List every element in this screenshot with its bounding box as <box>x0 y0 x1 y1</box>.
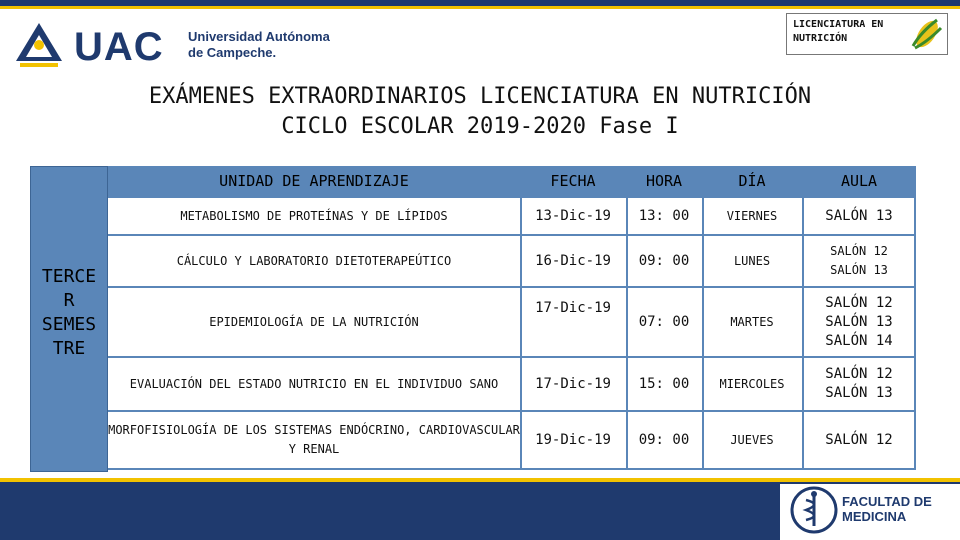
column-divider <box>520 166 522 470</box>
row-divider <box>108 286 916 288</box>
column-divider <box>802 166 804 470</box>
caduceus-icon <box>790 486 838 534</box>
logo-text: UAC <box>74 25 164 69</box>
row-4-aula: SALÓN 12 SALÓN 13 <box>825 366 893 401</box>
row-2-hora: 09: 00 <box>638 252 690 269</box>
row-1-unidad: METABOLISMO DE PROTEÍNAS Y DE LÍPIDOS <box>180 208 448 223</box>
header-unidad: UNIDAD DE APRENDIZAJE <box>219 172 409 190</box>
faculty-line-1: FACULTAD DE <box>842 494 932 509</box>
row-4-dia: MIERCOLES <box>719 376 785 391</box>
row-3-fecha: 17-Dic-19 <box>535 299 611 316</box>
row-divider <box>108 234 916 236</box>
row-5-dia: JUEVES <box>730 432 774 447</box>
header-fecha: FECHA <box>550 172 596 190</box>
row-5-fecha: 19-Dic-19 <box>535 431 611 448</box>
row-1-hora: 13: 00 <box>638 207 690 224</box>
badge-line-1: LICENCIATURA EN <box>793 19 884 30</box>
faculty-line-2: MEDICINA <box>842 509 907 524</box>
page-title <box>0 82 960 142</box>
faculty-name <box>842 494 932 524</box>
footer-accent-stripe <box>0 478 960 482</box>
row-2-fecha: 16-Dic-19 <box>535 252 611 269</box>
row-1-aula: SALÓN 13 <box>825 207 893 224</box>
row-1-dia: VIERNES <box>726 208 778 223</box>
badge-text <box>793 18 903 46</box>
column-divider <box>914 166 916 470</box>
row-4-hora: 15: 00 <box>638 375 690 392</box>
university-line-2: de Campeche. <box>188 45 277 60</box>
row-1-fecha: 13-Dic-19 <box>535 207 611 224</box>
row-5-hora: 09: 00 <box>638 431 690 448</box>
row-3-unidad: EPIDEMIOLOGÍA DE LA NUTRICIÓN <box>209 314 419 329</box>
row-5-aula: SALÓN 12 <box>825 431 893 448</box>
header-aula: AULA <box>840 172 878 190</box>
university-line-1: Universidad Autónoma <box>188 29 330 44</box>
row-4-fecha: 17-Dic-19 <box>535 375 611 392</box>
row-3-dia: MARTES <box>730 314 774 329</box>
semester-line-2: R <box>63 290 75 311</box>
university-name <box>188 29 330 61</box>
row-3-aula: SALÓN 12 SALÓN 13 SALÓN 14 <box>825 294 893 349</box>
exam-schedule-table <box>108 166 916 470</box>
semester-line-4: TRE <box>52 338 86 359</box>
column-divider <box>702 166 704 470</box>
program-badge <box>786 13 948 55</box>
row-divider <box>108 356 916 358</box>
row-divider <box>108 468 916 470</box>
semester-line-3: SEMES <box>41 314 97 335</box>
row-2-dia: LUNES <box>733 253 771 268</box>
row-4-unidad: EVALUACIÓN DEL ESTADO NUTRICIO EN EL INDIVIDUO SANO <box>129 376 499 391</box>
row-2-unidad: CÁLCULO Y LABORATORIO DIETOTERAPEÚTICO <box>176 253 452 268</box>
title-line-2: CICLO ESCOLAR 2019-2020 Fase I <box>281 114 679 139</box>
semester-cell <box>30 166 108 472</box>
row-divider <box>108 410 916 412</box>
title-line-1: EXÁMENES EXTRAORDINARIOS LICENCIATURA EN NUTRICIÓN <box>148 84 812 109</box>
badge-line-2: NUTRICIÓN <box>793 33 848 44</box>
header <box>0 9 960 75</box>
row-2-aula: SALÓN 12 SALÓN 13 <box>830 244 888 277</box>
semester-label <box>31 265 107 361</box>
row-3-hora: 07: 00 <box>638 313 690 330</box>
row-5-unidad: MORFOFISIOLOGÍA DE LOS SISTEMAS ENDÓCRINO, CARDIOVASCULAR Y RENAL <box>108 423 520 456</box>
corn-icon <box>907 16 945 52</box>
uac-emblem-icon <box>12 21 66 75</box>
header-hora: HORA <box>645 172 683 190</box>
column-divider <box>626 166 628 470</box>
semester-line-1: TERCE <box>41 266 97 287</box>
uac-logo <box>10 21 350 77</box>
header-dia: DÍA <box>738 172 766 190</box>
row-divider <box>108 196 916 198</box>
